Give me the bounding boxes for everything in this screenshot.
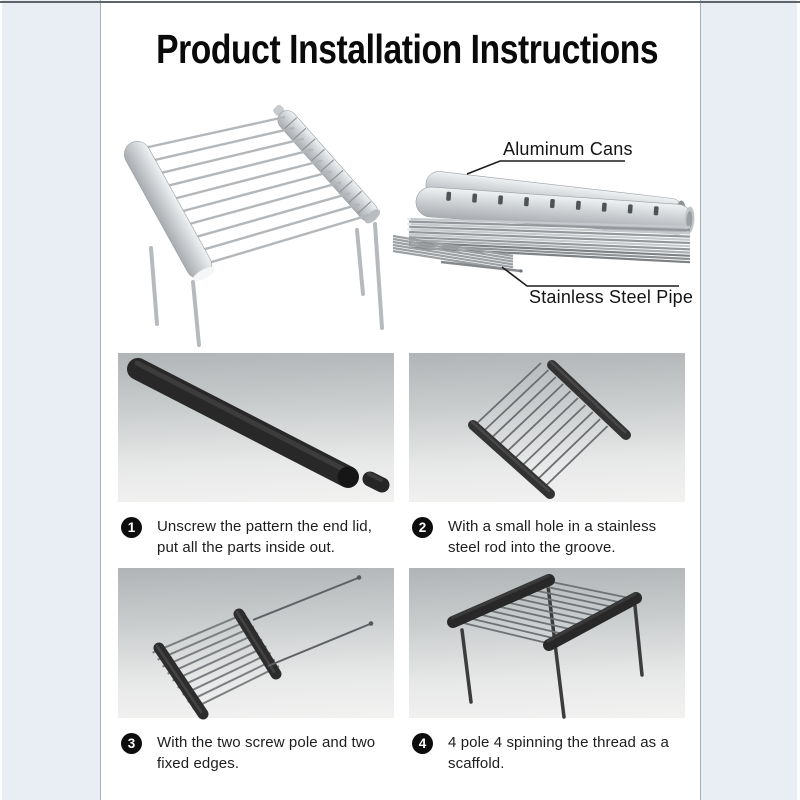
step-2-text: With a small hole in a stainless steel rod into the groove.: [448, 518, 657, 556]
left-edge-strip: [0, 0, 2, 800]
screw-poles-and-edges-illustration: [118, 568, 394, 718]
page-title: [101, 26, 700, 73]
step-3-caption: [121, 732, 385, 774]
step-3-number-badge: 3: [121, 733, 142, 754]
stainless-steel-pipe-leader-line: [502, 267, 679, 286]
instruction-sheet: [100, 0, 701, 800]
step-3-image: [118, 568, 394, 718]
aluminum-cans-leader-line: [467, 161, 625, 174]
aluminum-cans-label: Aluminum Cans: [503, 139, 633, 159]
page-title-text: Product Installation Instructions: [156, 26, 659, 72]
step-2-number-badge: 2: [412, 517, 433, 538]
step-3-text: With the two screw pole and two fixed edges.: [157, 734, 376, 772]
stainless-steel-pipe-label: Stainless Steel Pipe: [529, 287, 694, 307]
tube-with-end-lid-illustration: [118, 353, 394, 502]
step-2-caption: [412, 516, 676, 558]
step-1-caption: [121, 516, 385, 558]
step-2-image: [409, 353, 685, 502]
top-border-line: [0, 1, 800, 3]
step-1-number-badge: 1: [121, 517, 142, 538]
step-4-image: [409, 568, 685, 718]
step-4-text: 4 pole 4 spinning the thread as a scaffold.: [448, 734, 669, 772]
assembled-grill-illustration: [101, 100, 421, 355]
step-4-caption: [412, 732, 676, 774]
step-1-image: [118, 353, 394, 502]
step-4-number-badge: 4: [412, 733, 433, 754]
step-1-text: Unscrew the pattern the end lid, put all the parts inside out.: [157, 518, 372, 556]
rods-in-groove-illustration: [409, 353, 685, 502]
scaffold-assembled-illustration: [409, 568, 685, 718]
